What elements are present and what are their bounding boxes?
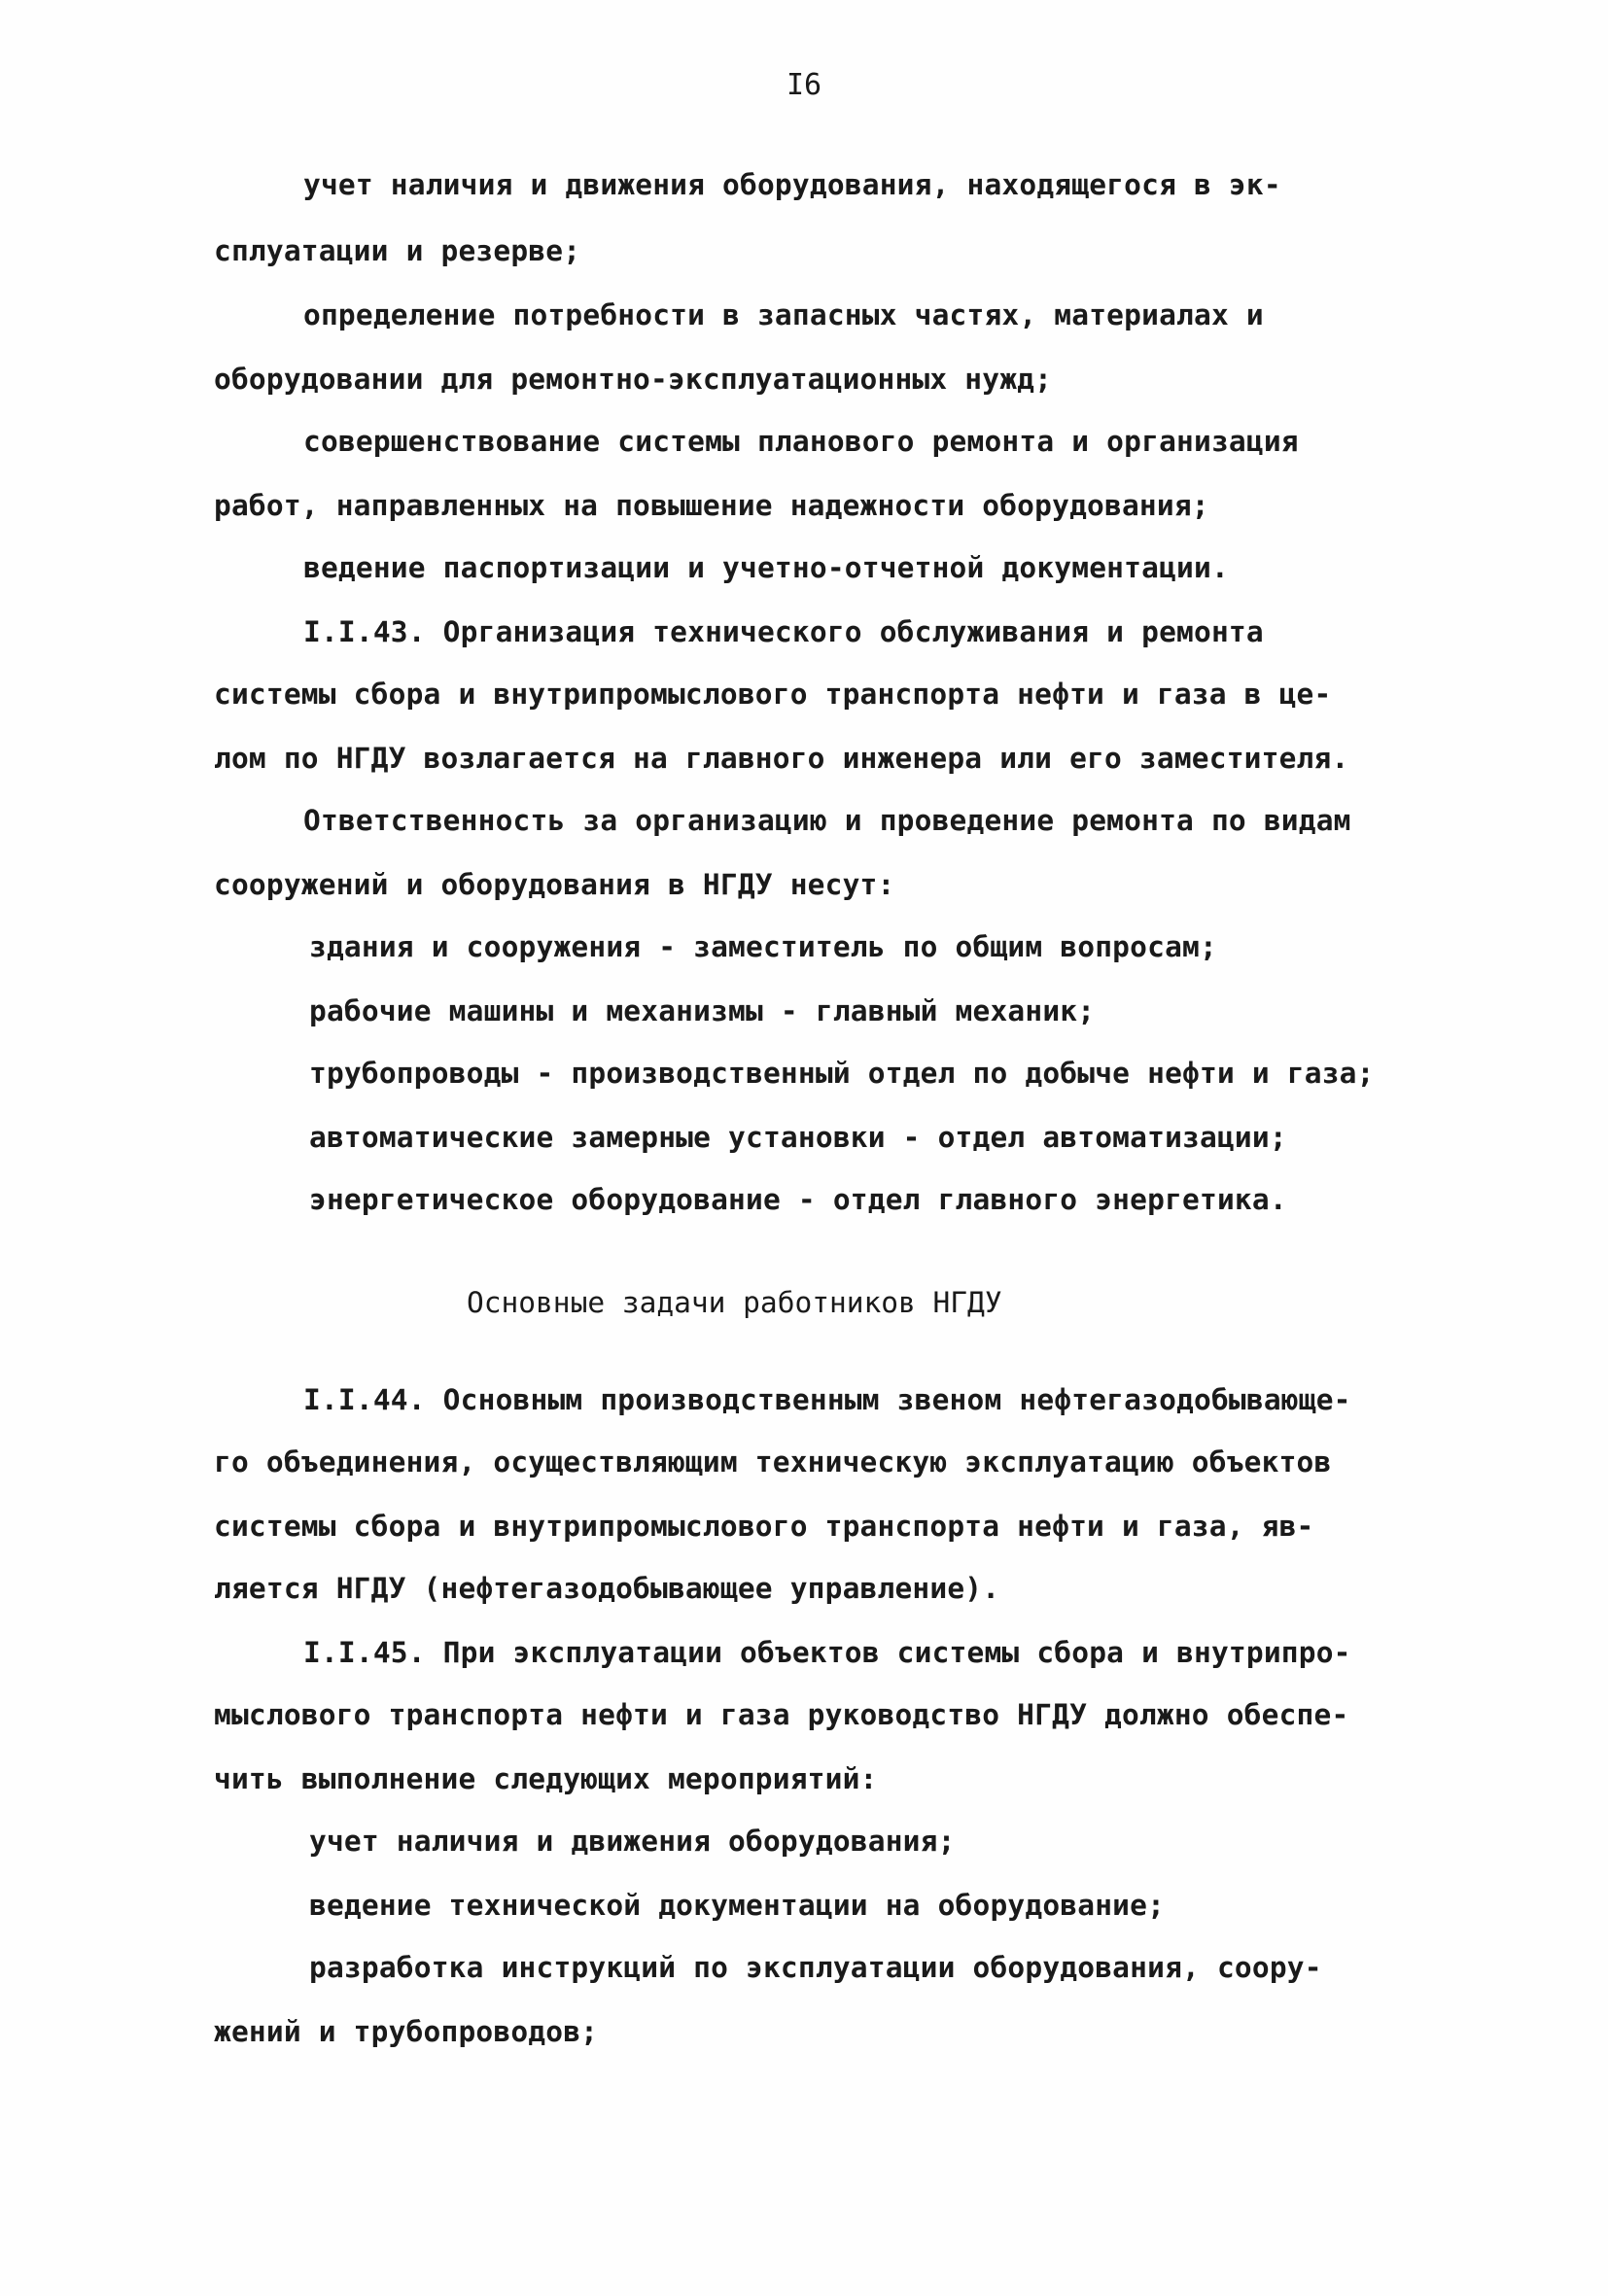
text-line: Ответственность за организацию и проведение ремонта по видам xyxy=(303,804,1351,837)
page-number: I6 xyxy=(786,68,822,102)
text-line: сооружений и оборудования в НГДУ несут: xyxy=(214,868,895,901)
text-line: I.I.44. Основным производственным звеном нефтегазодобывающе- xyxy=(303,1383,1351,1416)
list-item: рабочие машины и механизмы - главный механик; xyxy=(309,994,1096,1027)
text-line: ведение паспортизации и учетно-отчетной документации. xyxy=(303,551,1229,584)
text-line: определение потребности в запасных частях, материалах и xyxy=(303,298,1264,331)
list-item: автоматические замерные установки - отдел автоматизации; xyxy=(309,1121,1287,1154)
text-line: ляется НГДУ (нефтегазодобывающее управление). xyxy=(214,1572,1000,1605)
text-line: мыслового транспорта нефти и газа руководство НГДУ должно обеспе- xyxy=(214,1698,1349,1731)
text-line: системы сбора и внутрипромыслового транспорта нефти и газа, яв- xyxy=(214,1510,1314,1543)
text-line: I.I.43. Организация технического обслуживания и ремонта xyxy=(303,615,1264,648)
list-item: энергетическое оборудование - отдел главного энергетика. xyxy=(309,1183,1287,1216)
list-item: здания и сооружения - заместитель по общим вопросам; xyxy=(309,930,1217,963)
list-item: трубопроводы - производственный отдел по добыче нефти и газа; xyxy=(309,1057,1375,1090)
text-line: лом по НГДУ возлагается на главного инженера или его заместителя. xyxy=(214,742,1349,775)
text-line: го объединения, осуществляющим техническую эксплуатацию объектов xyxy=(214,1445,1332,1478)
list-item: разработка инструкций по эксплуатации оборудования, соору- xyxy=(309,1951,1322,1984)
text-line: учет наличия и движения оборудования, находящегося в эк- xyxy=(303,168,1281,201)
text-line: системы сбора и внутрипромыслового транспорта нефти и газа в це- xyxy=(214,678,1332,711)
section-heading: Основные задачи работников НГДУ xyxy=(467,1286,1002,1319)
text-line: чить выполнение следующих мероприятий: xyxy=(214,1762,878,1795)
text-line: работ, направленных на повышение надежности оборудования; xyxy=(214,489,1209,522)
text-line: сплуатации и резерве; xyxy=(214,234,581,267)
text-line: оборудовании для ремонтно-эксплуатационных нужд; xyxy=(214,363,1053,396)
text-line: совершенствование системы планового ремонта и организация xyxy=(303,425,1299,458)
text-line: I.I.45. При эксплуатации объектов системы сбора и внутрипро- xyxy=(303,1636,1351,1669)
list-item: ведение технической документации на оборудование; xyxy=(309,1889,1166,1922)
list-item: учет наличия и движения оборудования; xyxy=(309,1825,956,1858)
text-line: жений и трубопроводов; xyxy=(214,2015,599,2048)
